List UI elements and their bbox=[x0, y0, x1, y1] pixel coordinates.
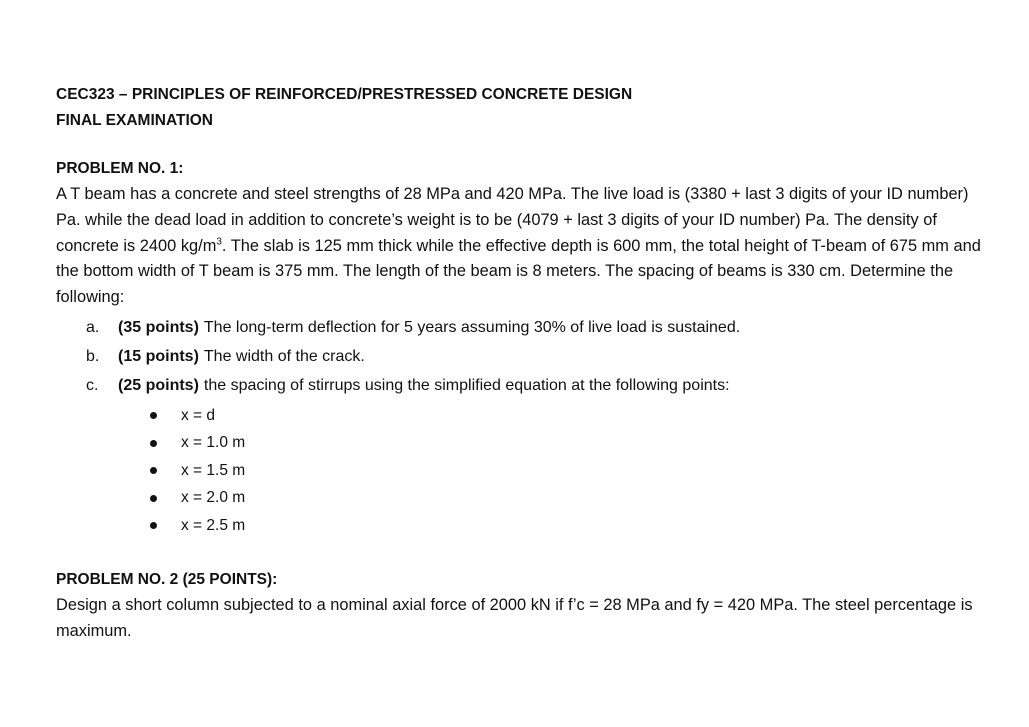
task-letter: c. bbox=[86, 376, 99, 394]
problem-1-heading: PROBLEM NO. 1: bbox=[56, 160, 184, 177]
point-item bbox=[56, 512, 986, 540]
task-text: The long-term deflection for 5 years assuming 30% of live load is sustained. bbox=[203, 318, 741, 336]
task-points: (25 points) bbox=[118, 376, 199, 394]
point-item bbox=[56, 457, 986, 485]
task-item-b bbox=[56, 342, 986, 371]
problem-1-task-list bbox=[56, 313, 986, 400]
task-content bbox=[118, 371, 730, 400]
point-item bbox=[56, 484, 986, 512]
point-label: x = 1.5 m bbox=[181, 461, 246, 479]
task-content bbox=[118, 342, 365, 371]
point-label: x = 1.0 m bbox=[181, 434, 246, 452]
bullet-icon bbox=[150, 440, 157, 447]
task-content bbox=[118, 313, 740, 342]
bullet-icon bbox=[150, 412, 157, 419]
point-label: x = 2.5 m bbox=[181, 516, 246, 534]
problem-2-body: Design a short column subjected to a nominal axial force of 2000 kN if f’c = 28 MPa and fy = 420 MPa. The steel percentage is maximum. bbox=[56, 596, 973, 641]
point-label: x = 2.0 m bbox=[181, 489, 246, 507]
problem-1-body bbox=[56, 182, 986, 311]
task-letter: a. bbox=[86, 318, 100, 336]
exam-title: FINAL EXAMINATION bbox=[56, 112, 214, 129]
point-label: x = d bbox=[181, 406, 216, 424]
point-item bbox=[56, 429, 986, 457]
task-letter: b. bbox=[86, 347, 100, 365]
point-item bbox=[56, 402, 986, 430]
problem-1-text-part-1: A T beam has a concrete and steel strengths of 28 MPa and 420 MPa. The live load is (3380 + last 3 digits of your ID number) Pa. while the dead load in addition to concrete’s weight is to be (4079 + last 3 digits of your ID number) Pa. The density of concrete is 2400 kg/m bbox=[56, 185, 969, 255]
density-exponent: 3 bbox=[216, 236, 222, 248]
problem-2-heading: PROBLEM NO. 2 (25 POINTS): bbox=[56, 571, 278, 589]
task-points: (15 points) bbox=[118, 347, 199, 365]
task-points: (35 points) bbox=[118, 318, 199, 336]
course-title: CEC323 – PRINCIPLES OF REINFORCED/PRESTRESSED CONCRETE DESIGN bbox=[56, 86, 633, 103]
task-text: the spacing of stirrups using the simplified equation at the following points: bbox=[203, 376, 730, 394]
task-item-a bbox=[56, 313, 986, 342]
stirrup-points-list bbox=[56, 402, 986, 540]
task-item-c bbox=[56, 371, 986, 400]
bullet-icon bbox=[150, 522, 157, 529]
exam-page bbox=[56, 82, 986, 645]
bullet-icon bbox=[150, 495, 157, 502]
bullet-icon bbox=[150, 467, 157, 474]
task-text: The width of the crack. bbox=[203, 347, 365, 365]
problem-1-text-part-2: . The slab is 125 mm thick while the effective depth is 600 mm, the total height of T-beam of 675 mm and the bottom width of T beam is 375 mm. The length of the beam is 8 meters. The spacing of beams is 330 cm. Determine the following: bbox=[56, 236, 981, 307]
